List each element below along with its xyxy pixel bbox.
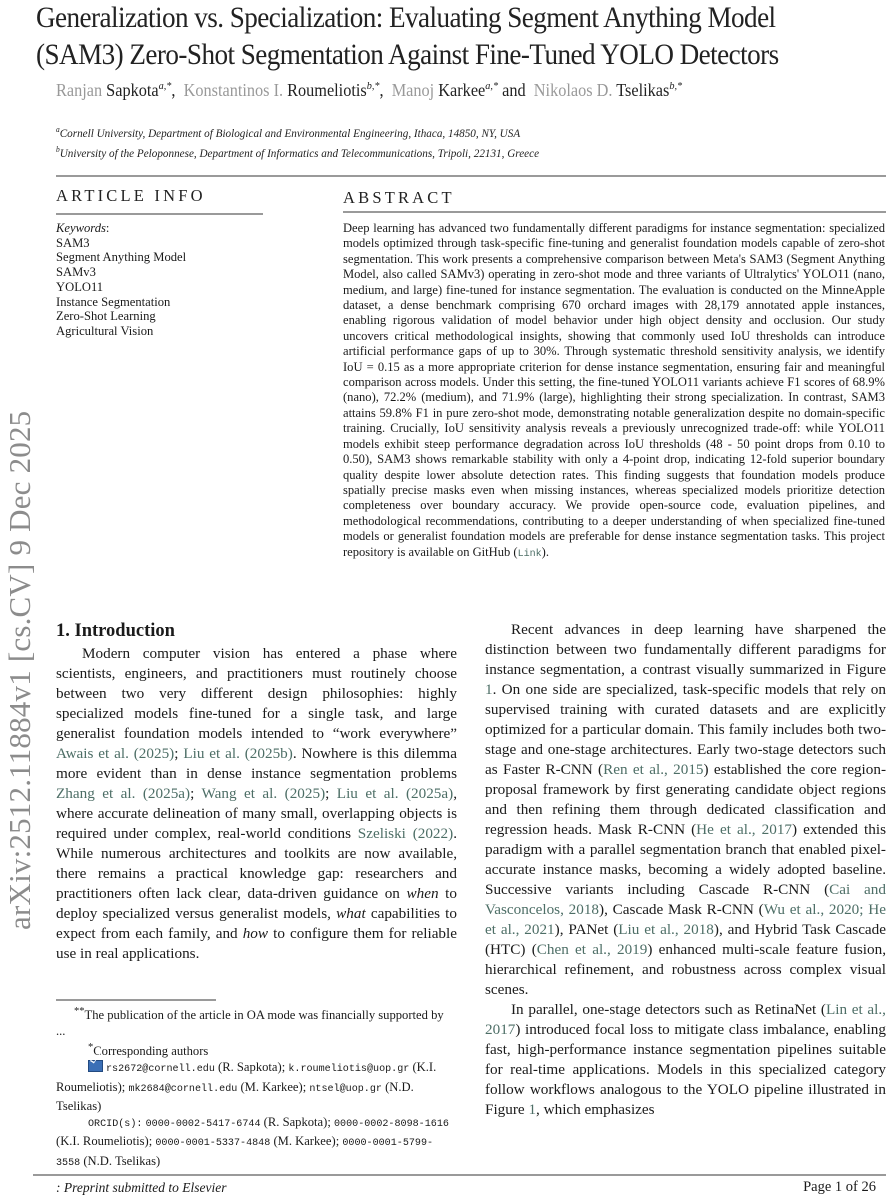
citation-link[interactable]: Liu et al. (2025b)	[183, 745, 293, 762]
orcid-link[interactable]: 0000-0002-5417-6744	[145, 1119, 261, 1131]
title-line-1: Generalization vs. Specialization: Evaluating Segment Anything Model	[36, 2, 776, 34]
citation-link[interactable]: He et al., 2017	[696, 821, 793, 838]
emphasis: what	[336, 905, 366, 922]
keyword: Segment Anything Model	[56, 250, 187, 265]
abstract-heading: ABSTRACT	[343, 188, 455, 207]
citation-link[interactable]: Wang et al. (2025)	[201, 785, 326, 802]
keyword: SAMv3	[56, 265, 96, 280]
email-link[interactable]: k.roumeliotis@uop.gr	[288, 1064, 410, 1076]
affiliation-a: $^a$Cornell University, Department of Biological and Environmental Engineering, Ithaca, 14850, NY, USA	[56, 125, 521, 140]
citation-link[interactable]: 1	[485, 681, 493, 698]
page-number: Page 1 of 26	[803, 1179, 876, 1195]
emphasis: when	[406, 885, 439, 902]
email-link[interactable]: mk2684@cornell.edu	[128, 1083, 238, 1095]
github-link[interactable]: Link	[517, 548, 542, 560]
citation-link[interactable]: Wu et al., 2020; He et al., 2021	[485, 901, 886, 938]
footer-preprint-note: : Preprint submitted to Elsevier	[56, 1180, 227, 1195]
keyword: Instance Segmentation	[56, 294, 171, 309]
email-footnote: rs2672@cornell.edu (R. Sapkota); k.roumeliotis@uop.gr (K.I. Roumeliotis); mk2684@cornell.edu (M. Karkee); ntsel@uop.gr (N.D. Tselikas)	[56, 1060, 437, 1113]
author-4: Nikolaos D. Tselikas$^{b,*}$	[533, 80, 683, 100]
email-link[interactable]: rs2672@cornell.edu	[106, 1064, 215, 1076]
keyword: SAM3	[56, 235, 90, 250]
affiliation-b: $^b$University of the Peloponnese, Department of Informatics and Telecommunications, Tripoli, 22131, Greece	[56, 145, 540, 160]
article-info-divider	[56, 213, 263, 215]
paper-title	[36, 0, 818, 74]
citation-link[interactable]: Awais et al. (2025)	[56, 745, 175, 762]
citation-link[interactable]: Zhang et al. (2025a)	[56, 785, 191, 802]
intro-right-column	[485, 620, 886, 1120]
orcid-link[interactable]: 0000-0001-5799-3558	[56, 1138, 434, 1169]
title-line-2: (SAM3) Zero-Shot Segmentation Against Fine-Tuned YOLO Detectors	[36, 39, 779, 71]
footer-divider	[33, 1174, 886, 1176]
orcid-link[interactable]: 0000-0002-8098-1616	[334, 1119, 449, 1131]
intro-paragraph-3: In parallel, one-stage detectors such as RetinaNet (Lin et al., 2017) introduced focal loss to mitigate class imbalance, enabling fast, high-performance instance segmentation pipelines suitable for real-time applications. Models in this specialized category follow workflows analogous to the YOLO pipeline illustrated in Figure 1, which emphasizes	[485, 1001, 886, 1118]
keyword: YOLO11	[56, 279, 104, 294]
keyword: Agricultural Vision	[56, 323, 154, 338]
author-3: Manoj Karkee$^{a,*}$	[391, 80, 499, 100]
citation-link[interactable]: 1	[528, 1101, 537, 1118]
abstract-divider	[343, 211, 886, 213]
intro-left-column	[56, 621, 457, 964]
top-divider	[56, 175, 886, 177]
citation-link[interactable]: Liu et al., 2018	[618, 921, 714, 938]
envelope-icon	[88, 1060, 103, 1072]
article-info-heading: ARTICLE INFO	[56, 186, 206, 205]
orcid-link[interactable]: 0000-0001-5337-4848	[155, 1138, 271, 1150]
author-list: Ranjan Sapkota$^{a,*}$, Konstantinos I. Roumeliotis$^{b,*}$, Manoj Karkee$^{a,*}$ and Nikolaos D. Tselikas$^{b,*}$	[56, 80, 683, 100]
citation-link[interactable]: Cai and Vasconcelos, 2018	[485, 881, 886, 918]
author-2: Konstantinos I. Roumeliotis$^{b,*}$	[183, 80, 380, 100]
arxiv-stamp: arXiv:2512.11884v1 [cs.CV] 9 Dec 2025	[2, 410, 37, 930]
footnote-divider	[56, 999, 216, 1001]
intro-paragraph-1: Modern computer vision has entered a phase where scientists, engineers, and practitioners must routinely choose between two very different design philosophies: highly specialized models fine-tuned for a single task, and large generalist foundation models intended to “work everywhere” Awais et al. (2025); Liu et al. (2025b). Nowhere is this dilemma more evident than in dense instance segmentation problems Zhang et al. (2025a); Wang et al. (2025); Liu et al. (2025a), where accurate delineation of many small, overlapping objects is required under complex, real-world conditions Szeliski (2022). While numerous architectures and toolkits are now available, there remains a practical knowledge gap: researchers and practitioners often lack clear, data-driven guidance on when to deploy specialized versus generalist models, what capabilities to expect from each family, and how to configure them for reliable use in real applications.	[56, 645, 457, 962]
footnotes	[56, 1004, 456, 1172]
corresponding-footnote: *Corresponding authors	[88, 1041, 209, 1058]
author-1: Ranjan Sapkota$^{a,*}$	[56, 80, 172, 100]
orcid-footnote: ORCID(s): 0000-0002-5417-6744 (R. Sapkota); 0000-0002-8098-1616 (K.I. Roumeliotis); 0000-0001-5337-4848 (M. Karkee); 0000-0001-5799-3558 (N.D. Tselikas)	[56, 1115, 449, 1169]
citation-link[interactable]: Chen et al., 2019	[536, 941, 648, 958]
emphasis: how	[242, 925, 269, 942]
citation-link[interactable]: Ren et al., 2015	[603, 761, 704, 778]
abstract-body: Deep learning has advanced two fundamentally different paradigms for instance segmentation: specialized models optimized through task-specific fine-tuning and generalist foundation models capable of zero-shot segmentation. This work presents a comprehensive comparison between Meta's SAM3 (Segment Anything Model, also called SAMv3) operating in zero-shot mode and three variants of Ultralytics' YOLO11 (nano, medium, and large) fine-tuned for instance segmentation. The evaluation is conducted on the MinneApple dataset, a dense benchmark comprising 670 orchard images with 28,179 annotated apple instances, enabling rigorous validation of model behavior under high object density and occlusion. Our study uncovers critical methodological insights, showing that commonly used IoU thresholds can introduce artificial performance gaps of up to 30%. Through systematic threshold sensitivity analysis, we identify IoU = 0.15 as a more appropriate criterion for dense instance segmentation, ensuring fair and meaningful comparison across models. Under this setting, the fine-tuned YOLO11 variants achieve F1 scores of 68.9% (nano), 72.2% (medium), and 71.9% (large), highlighting their strong specialization. In contrast, SAM3 attains 59.8% F1 in pure zero-shot mode, demonstrating notable generalization despite no domain-specific training. Crucially, IoU sensitivity analysis reveals a previously unrecognized trade-off: while YOLO11 models exhibit steep performance degradation across IoU thresholds (48 - 50 point drops from 0.10 to 0.50), SAM3 shows remarkable stability with only a 4-point drop, indicating 12-fold superior boundary quality despite lower absolute detection rates. This finding suggests that foundation models produce spatially precise masks even when missing instances, whereas specialized models prioritize detection completeness over boundary accuracy. We provide open-source code, evaluation pipelines, and methodological recommendations, contributing to a deeper understanding of when specialized fine-tuned models or generalist foundation models are preferable for dense instance segmentation tasks. This project repository is available on GitHub (Link).	[343, 221, 885, 560]
intro-paragraph-2: Recent advances in deep learning have sharpened the distinction between two fundamentally different paradigms for instance segmentation, a contrast visually summarized in Figure 1. On one side are specialized, task-specific models that rely on supervised training with curated datasets and are explicitly optimized for a particular domain. This family includes both two-stage and one-stage architectures. Early two-stage detectors such as Faster R-CNN (Ren et al., 2015) established the core region-proposal framework by first generating candidate object regions and then refining them through dedicated classification and regression heads. Mask R-CNN (He et al., 2017) extended this paradigm with a parallel segmentation branch that enabled pixel-accurate instance masks, becoming a widely adopted baseline. Successive variants including Cascade R-CNN (Cai and Vasconcelos, 2018), Cascade Mask R-CNN (Wu et al., 2020; He et al., 2021), PANet (Liu et al., 2018), and Hybrid Task Cascade (HTC) (Chen et al., 2019) enhanced multi-scale feature fusion, hierarchical refinement, and robustness across complex visual scenes.	[485, 621, 886, 998]
citation-link[interactable]: Szeliski (2022)	[357, 825, 454, 842]
email-link[interactable]: ntsel@uop.gr	[309, 1083, 382, 1095]
section-heading-introduction: 1. Introduction	[56, 621, 175, 641]
citation-link[interactable]: Liu et al. (2025a)	[336, 785, 454, 802]
keyword: Zero-Shot Learning	[56, 309, 156, 324]
keywords-label: Keywords:	[56, 221, 110, 235]
keywords-block	[56, 221, 186, 339]
funding-footnote: **The publication of the article in OA mode was financially supported by ...	[56, 1006, 444, 1039]
citation-link[interactable]: Lin et al., 2017	[485, 1001, 886, 1038]
